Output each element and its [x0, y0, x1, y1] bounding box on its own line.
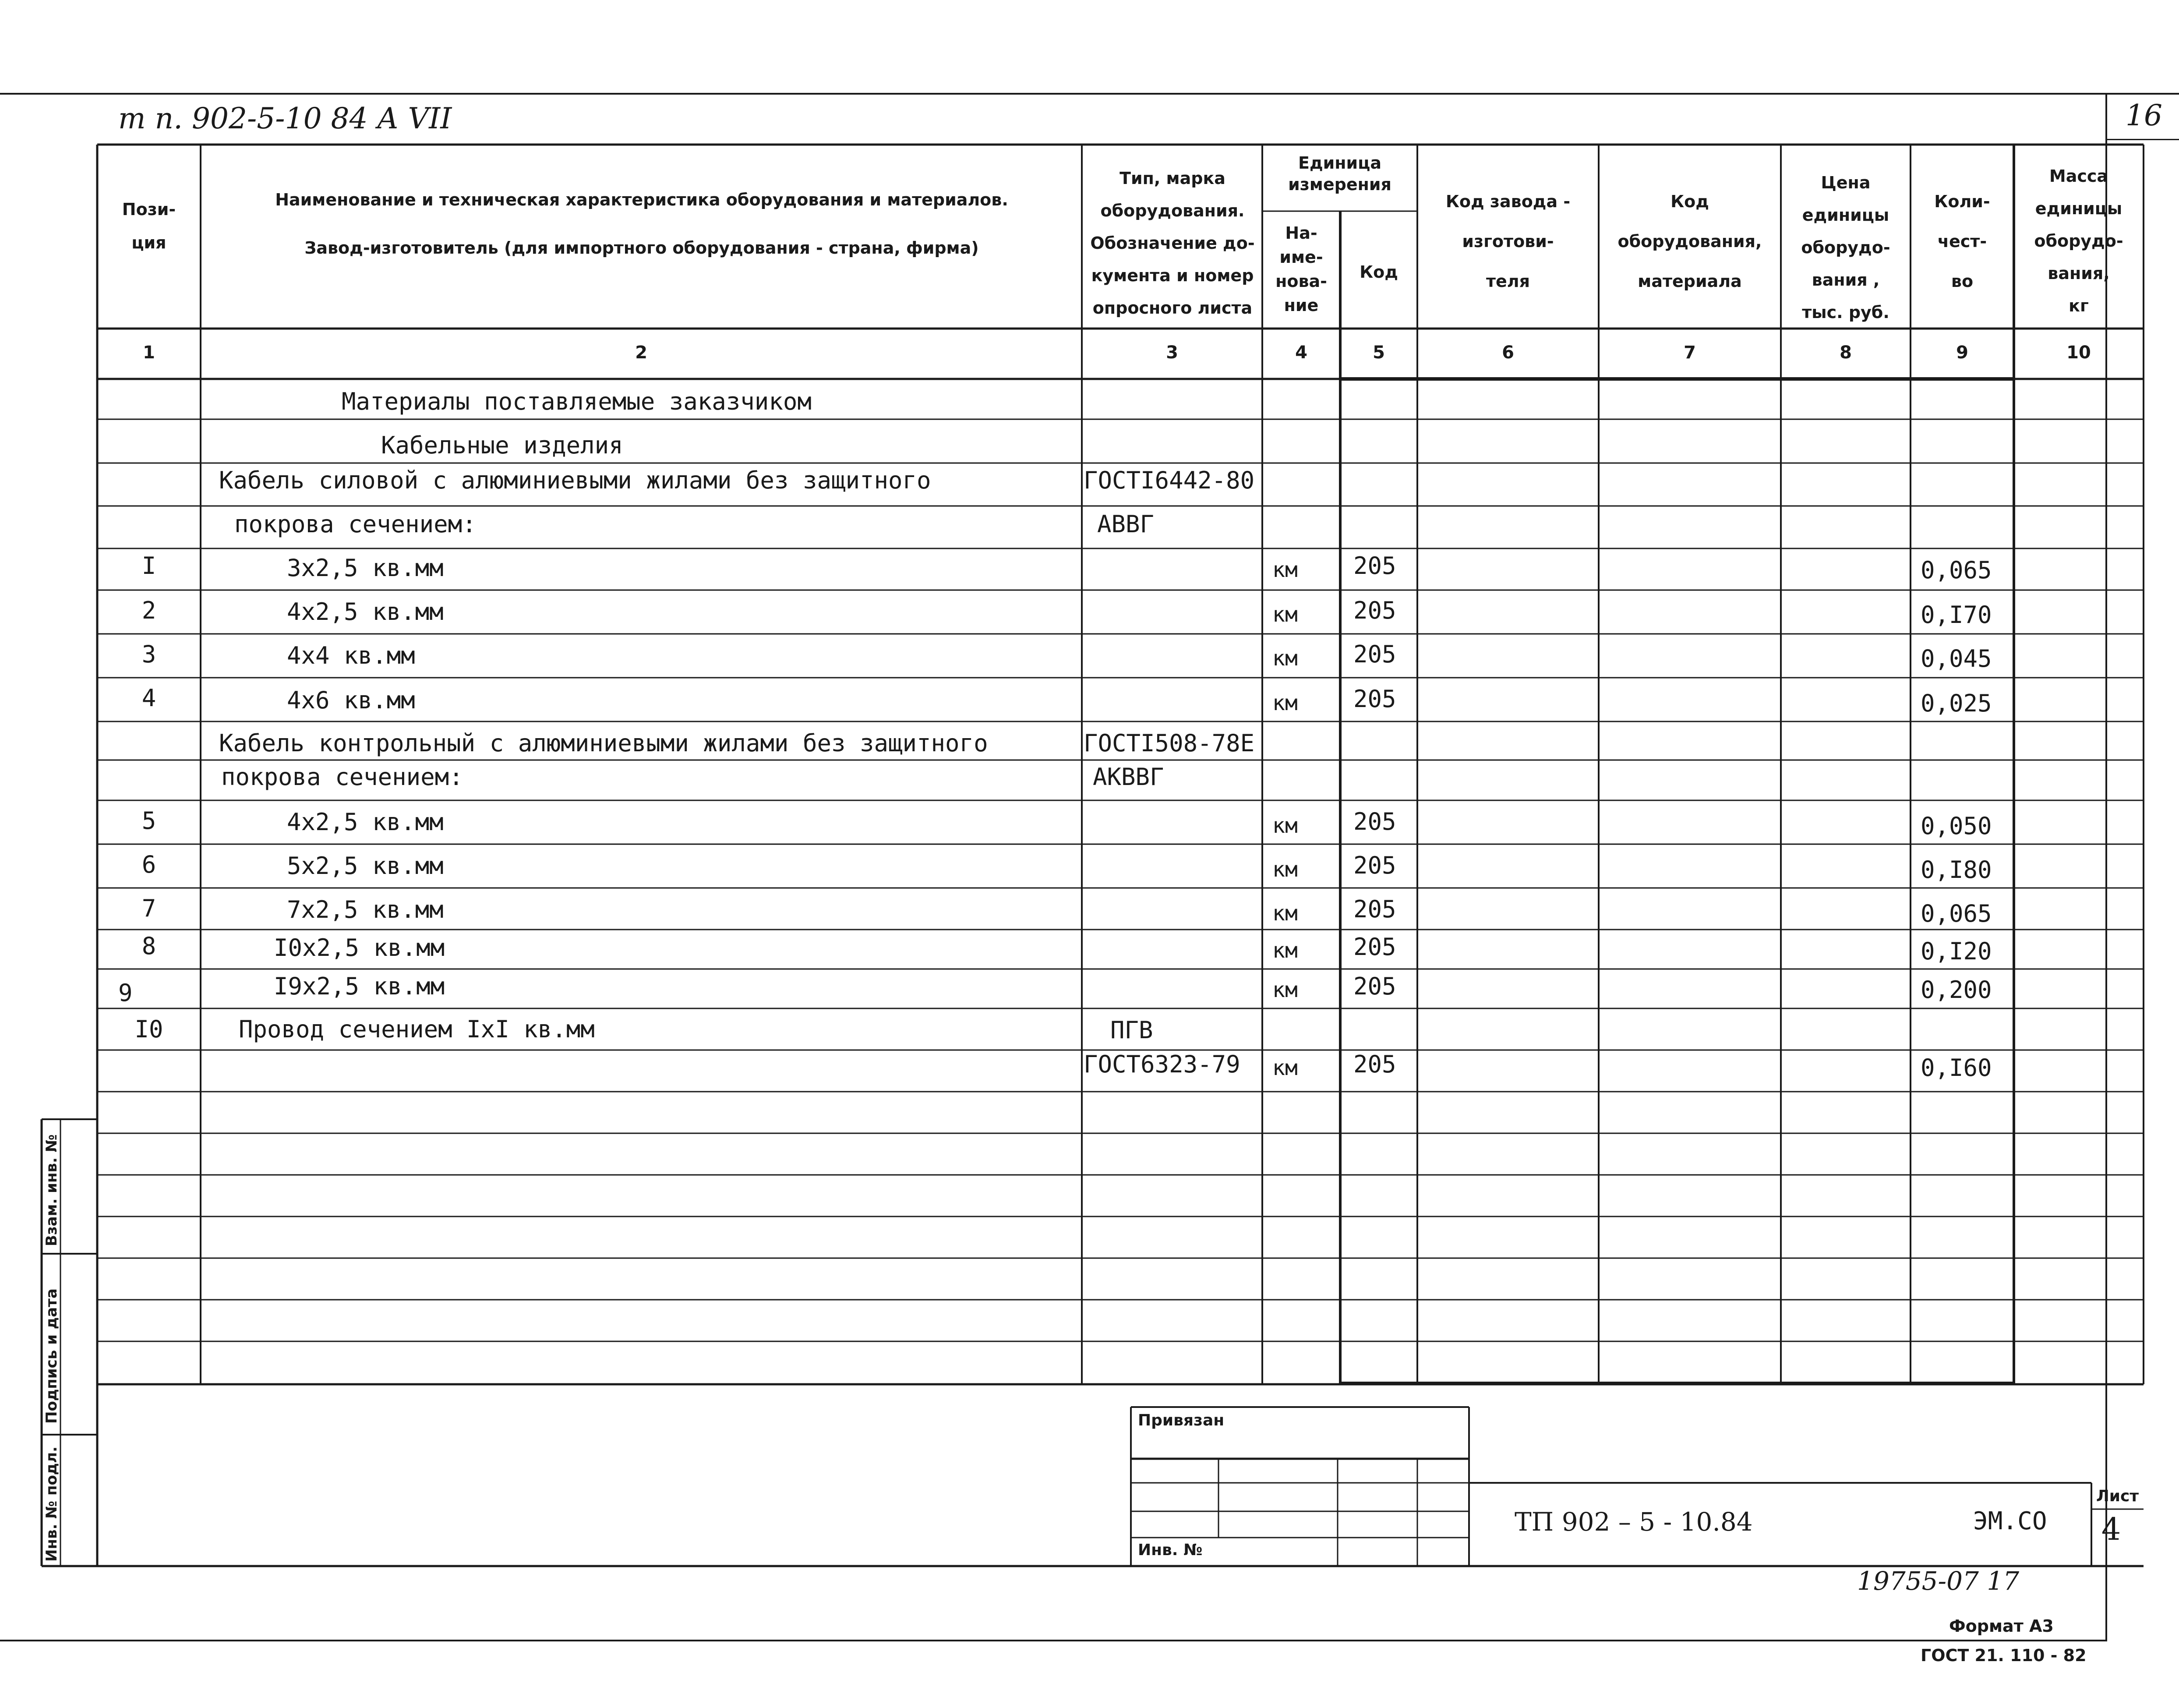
stamp-inv-no: Инв. № — [1138, 1541, 1203, 1559]
table-row-type: АВВГ — [1097, 510, 1155, 538]
table-row-pos: 9 — [118, 979, 133, 1007]
table-row-unit: км — [1272, 857, 1298, 882]
header-factory-code: Код завода - изготови- теля — [1445, 192, 1571, 291]
table-row-qty: 0,200 — [1921, 976, 1992, 1004]
header-unit-code: Код — [1360, 262, 1398, 282]
table-row-name: Кабель силовой с алюминиевыми жилами без защитного — [219, 467, 931, 494]
table-row-unit: км — [1272, 1056, 1298, 1080]
table-row-unit: км — [1272, 901, 1298, 926]
table-row-code: 205 — [1353, 1050, 1396, 1078]
col-number: 5 — [1373, 343, 1385, 363]
table-row-name: 4х2,5 кв.мм — [287, 808, 444, 836]
col-number: 9 — [1956, 343, 1968, 363]
col-number: 6 — [1502, 343, 1514, 363]
header-quantity: Коли- чест- во — [1934, 192, 1990, 291]
gost-label: ГОСТ 21. 110 - 82 — [1921, 1646, 2087, 1665]
header-unit-group: Единица измерения — [1288, 153, 1391, 194]
table-row-name: Кабельные изделия — [381, 431, 623, 459]
table-row-code: 205 — [1353, 640, 1396, 668]
header-equipment-code: Код оборудования, материала — [1617, 192, 1762, 291]
table-row-unit: км — [1272, 558, 1298, 582]
side-label-signature-date: Подпись и дата — [43, 1288, 60, 1424]
table-row-type: ПГВ — [1110, 1016, 1153, 1044]
table-row-pos: 8 — [141, 932, 156, 960]
stamp-section: ЭМ.СО — [1973, 1507, 2047, 1535]
table-row-unit: км — [1272, 813, 1298, 838]
table-row-unit: км — [1272, 602, 1298, 627]
table-row-name: 4х4 кв.мм — [287, 642, 415, 669]
table-row-name: покрова сечением: — [221, 763, 463, 791]
table-row-name: 7х2,5 кв.мм — [287, 896, 444, 923]
table-row-pos: 3 — [141, 640, 156, 668]
table-row-code: 205 — [1353, 597, 1396, 624]
col-number: 3 — [1166, 343, 1178, 363]
header-name-line2: Завод-изготовитель (для импортного оборудования - страна, фирма) — [304, 238, 979, 258]
table-row-code: 205 — [1353, 808, 1396, 835]
table-row-type: АКВВГ — [1093, 763, 1164, 791]
table-row-type: ГОСТ6323-79 — [1084, 1050, 1240, 1078]
table-row-qty: 0,I20 — [1921, 937, 1992, 965]
doc-code-handwritten: т п. 902-5-10 84 А VII — [118, 102, 452, 135]
stamp-list-label: Лист — [2096, 1487, 2139, 1505]
header-position: Пози- ция — [122, 200, 176, 252]
col-number: 10 — [2066, 343, 2091, 363]
header-unit-price: Цена единицы оборудо- вания , тыс. руб. — [1801, 173, 1890, 322]
table-row-name: 3х2,5 кв.мм — [287, 554, 444, 582]
sheet-corner-number: 16 — [2126, 99, 2162, 132]
format-label: Формат А3 — [1949, 1616, 2054, 1636]
stamp-privyazan: Привязан — [1138, 1411, 1225, 1429]
table-row-qty: 0,050 — [1921, 812, 1992, 840]
header-type: Тип, марка оборудования. Обозначение до- кумента и номер опросного листа — [1090, 169, 1255, 318]
header-name-line1: Наименование и техническая характеристика оборудования и материалов. — [275, 190, 1008, 209]
col-number: 2 — [635, 343, 647, 363]
table-row-name: I0х2,5 кв.мм — [274, 934, 445, 962]
table-row-qty: 0,025 — [1921, 690, 1992, 717]
table-row-unit: км — [1272, 978, 1298, 1002]
table-row-unit: км — [1272, 691, 1298, 715]
table-row-code: 205 — [1353, 685, 1396, 713]
table-row-code: 205 — [1353, 552, 1396, 580]
table-row-pos: I0 — [134, 1015, 163, 1043]
table-row-qty: 0,I80 — [1921, 856, 1992, 884]
table-row-qty: 0,065 — [1921, 556, 1992, 584]
col-number: 4 — [1295, 343, 1307, 363]
header-unit-mass: Масса единицы оборудо- вания, кг — [2034, 166, 2123, 316]
table-row-qty: 0,I70 — [1921, 601, 1992, 629]
stamp-doc-code: ТП 902 – 5 - 10.84 — [1515, 1507, 1753, 1537]
stamp-list-number: 4 — [2101, 1511, 2121, 1547]
table-row-code: 205 — [1353, 895, 1396, 923]
bottom-handwritten-number: 19755-07 17 — [1857, 1566, 2020, 1596]
table-row-name: покрова сечением: — [234, 510, 477, 538]
table-row-name: 5х2,5 кв.мм — [287, 852, 444, 880]
table-row-unit: км — [1272, 646, 1298, 671]
table-row-pos: 4 — [141, 684, 156, 712]
table-row-name: 4х6 кв.мм — [287, 686, 415, 714]
table-row-type: ГОСТI508-78Е — [1084, 729, 1255, 757]
table-row-qty: 0,I60 — [1921, 1054, 1992, 1082]
side-label-replacement-inv: Взам. инв. № — [43, 1134, 60, 1246]
table-row-qty: 0,045 — [1921, 645, 1992, 672]
table-row-code: 205 — [1353, 972, 1396, 1000]
table-row-name: 4х2,5 кв.мм — [287, 598, 444, 626]
table-row-code: 205 — [1353, 852, 1396, 879]
side-label-original-inv: Инв. № подл. — [43, 1446, 60, 1562]
table-row-pos: I — [141, 552, 156, 580]
table-row-qty: 0,065 — [1921, 900, 1992, 927]
table-row-pos: 6 — [141, 851, 156, 878]
col-number: 7 — [1684, 343, 1696, 363]
table-row-pos: 5 — [141, 807, 156, 835]
table-row-code: 205 — [1353, 933, 1396, 961]
col-number: 1 — [143, 343, 155, 363]
table-row-pos: 7 — [141, 895, 156, 922]
table-row-name: Материалы поставляемые заказчиком — [342, 388, 812, 415]
header-unit-name: На- име- нова- ние — [1275, 223, 1327, 315]
table-row-name: Провод сечением IхI кв.мм — [239, 1015, 595, 1043]
table-row-type: ГОСТI6442-80 — [1084, 467, 1255, 494]
table-row-unit: км — [1272, 938, 1298, 963]
table-row-pos: 2 — [141, 597, 156, 624]
table-row-name: Кабель контрольный с алюминиевыми жилами без защитного — [219, 729, 988, 757]
col-number: 8 — [1840, 343, 1852, 363]
table-row-name: I9х2,5 кв.мм — [274, 972, 445, 1000]
